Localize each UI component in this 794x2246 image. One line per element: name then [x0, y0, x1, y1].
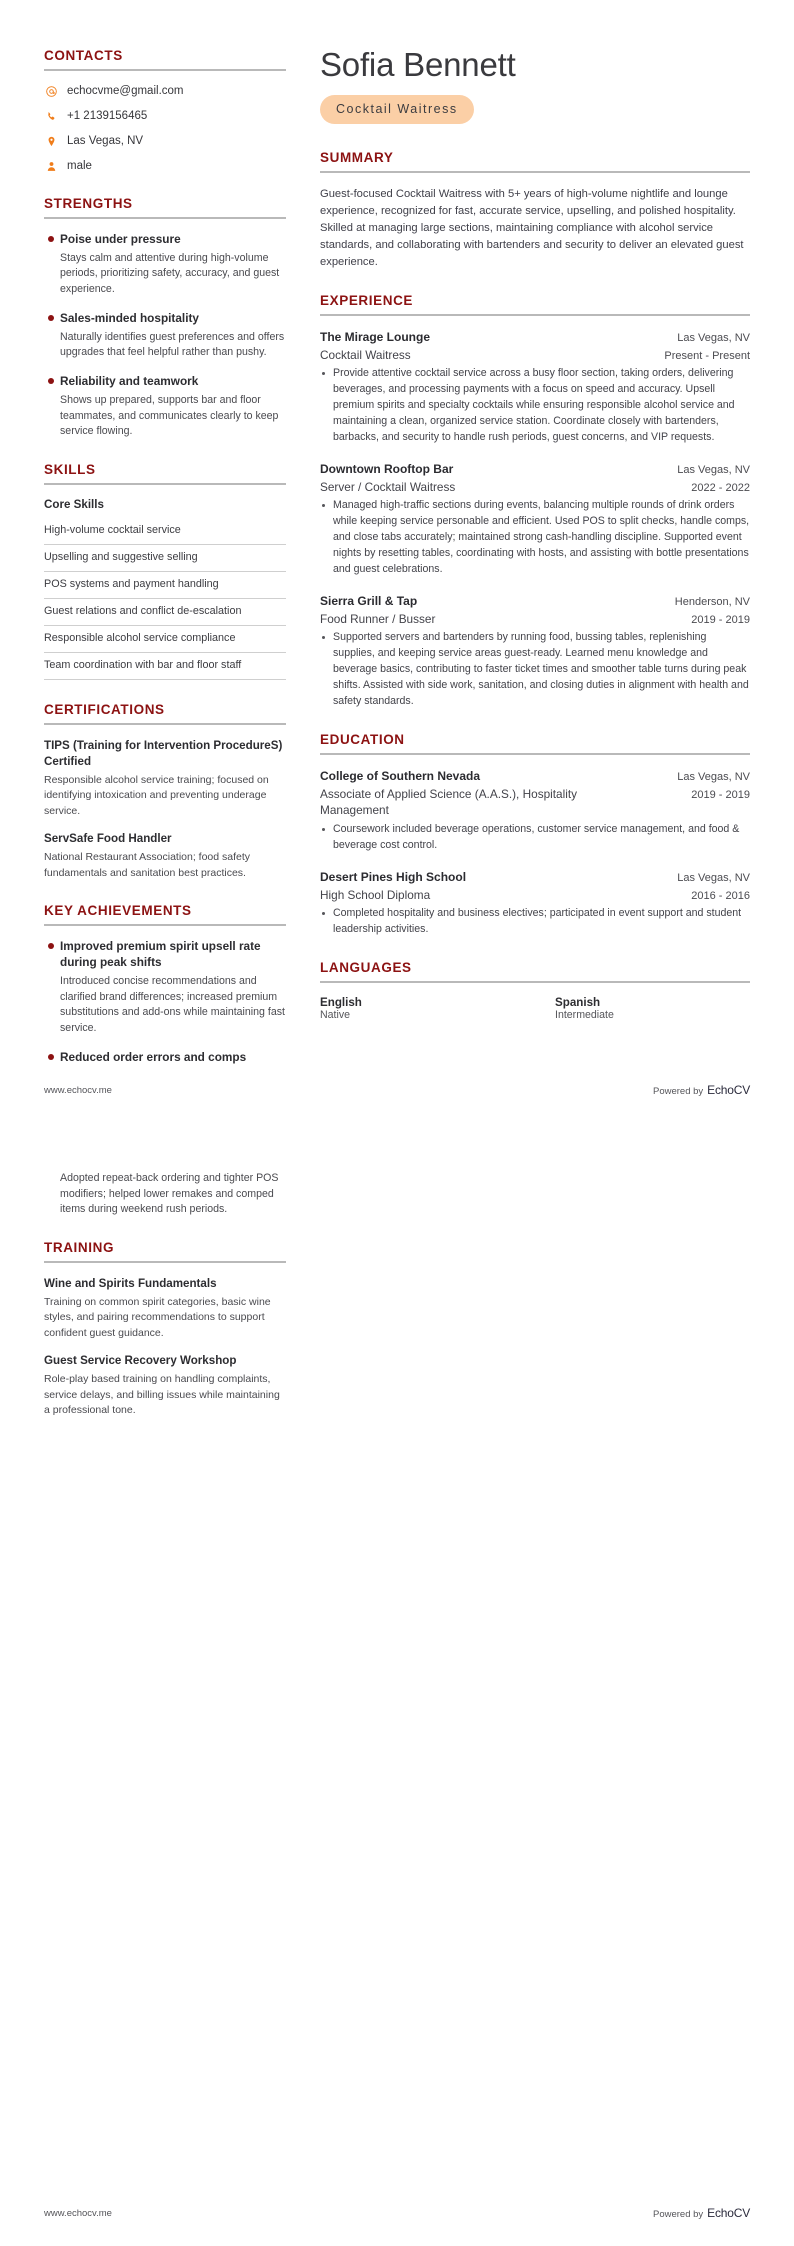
section-divider — [44, 924, 286, 926]
language-item — [320, 996, 515, 1021]
education-org: Desert Pines High School — [320, 869, 467, 884]
footer-brand-name: EchoCV — [707, 1083, 750, 1097]
section-divider — [44, 723, 286, 725]
section-title-strengths: STRENGTHS — [44, 195, 133, 211]
section-key-achievements-continued — [44, 1171, 286, 1218]
experience-role: Food Runner / Busser — [320, 611, 436, 626]
section-contacts — [44, 48, 286, 174]
education-entry — [320, 869, 750, 938]
education-location: Las Vegas, NV — [677, 770, 750, 783]
certification-desc: National Restaurant Association; food safety fundamentals and sanitation best practices. — [44, 850, 251, 879]
achievement-item — [44, 1050, 286, 1069]
sidebar-continued — [44, 1171, 312, 1441]
language-level: Intermediate — [555, 1009, 614, 1022]
section-title-key-achievements: KEY ACHIEVEMENTS — [44, 903, 192, 919]
language-name: English — [320, 996, 362, 1010]
certification-name: TIPS (Training for Intervention ProcedureS) Certified — [44, 739, 283, 768]
strength-item — [44, 374, 286, 440]
skill-item: POS systems and payment handling — [44, 572, 286, 599]
experience-bullet: Provide attentive cocktail service across a busy floor section, taking orders, delivering beverages, and processing payments with a focus on speed and accuracy. Upsell premium spirits and specialty cocktails while ensuring responsible alcohol service and maintaining a clean, organized service station. Coordinate closely with bartenders, barbacks, and security to handle rush periods, guest concerns, and VIP requests. — [320, 366, 750, 445]
education-org: College of Southern Nevada — [320, 768, 481, 783]
experience-bullets — [320, 366, 750, 445]
experience-location: Henderson, NV — [674, 595, 750, 608]
skill-item: Upselling and suggestive selling — [44, 545, 286, 572]
bullet-dot-icon — [44, 232, 60, 298]
education-bullets — [320, 906, 750, 938]
section-divider — [320, 314, 750, 316]
contact-gender — [44, 159, 286, 174]
section-divider — [320, 753, 750, 755]
experience-role: Server / Cocktail Waitress — [320, 479, 456, 494]
bullet-dot-icon — [44, 1050, 60, 1069]
experience-bullets — [320, 498, 750, 577]
skills-group-title: Core Skills — [44, 497, 104, 511]
strength-item — [44, 232, 286, 298]
section-education — [320, 732, 750, 938]
section-title-experience: EXPERIENCE — [320, 292, 414, 308]
section-key-achievements — [44, 903, 286, 1068]
experience-bullet: Managed high-traffic sections during events, balancing multiple rounds of drink orders while keeping service personable and efficient. Used POS to split checks, handle comps, and close tabs accurately; maintained strong cash-handling discipline. Supported event nights by resetting tables, coordinating with hosts, and assisting with bottle presentations and guest celebrations. — [320, 498, 750, 577]
bullet-spacer — [44, 1171, 60, 1218]
experience-entry — [320, 593, 750, 710]
footer-powered-by-label: Powered by — [653, 2209, 704, 2220]
contact-email-value: echocvme@gmail.com — [67, 85, 184, 97]
strength-desc: Shows up prepared, supports bar and floor teammates, and communicates clearly to keep service flowing. — [60, 393, 279, 438]
training-desc: Role-play based training on handling complaints, service delays, and billing issues while maintaining a professional tone. — [44, 1373, 280, 1417]
footer-url[interactable]: www.echocv.me — [44, 2207, 112, 2219]
summary-text: Guest-focused Cocktail Waitress with 5+ years of high-volume nightlife and lounge experience, recognized for fast, accurate service, upselling, and polished hospitality. Skilled at managing large sections, maintaining compliance with alcohol service standards, and collaborating with bartenders and security to deliver an elevated guest experience. — [320, 187, 744, 268]
main-content — [312, 48, 750, 1090]
strength-title: Poise under pressure — [60, 231, 181, 246]
certification-desc: Responsible alcohol service training; focused on identifying intoxication and preventing underage service. — [44, 773, 269, 817]
education-location: Las Vegas, NV — [677, 871, 750, 884]
training-name: Wine and Spirits Fundamentals — [44, 1277, 217, 1291]
contact-phone-value: +1 2139156465 — [67, 109, 148, 122]
experience-org: The Mirage Lounge — [320, 329, 431, 344]
section-languages — [320, 960, 750, 1021]
section-title-certifications: CERTIFICATIONS — [44, 702, 165, 718]
bullet-dot-icon — [44, 939, 60, 1037]
language-name: Spanish — [555, 996, 601, 1010]
main-content-continued — [312, 1171, 750, 1441]
training-desc: Training on common spirit categories, basic wine styles, and pairing recommendations to support confident guest guidance. — [44, 1295, 271, 1339]
sidebar — [44, 48, 312, 1090]
experience-entry — [320, 461, 750, 578]
language-level: Native — [320, 1009, 351, 1022]
section-divider — [320, 981, 750, 983]
education-dates: 2019 - 2019 — [691, 788, 750, 801]
strength-title: Reliability and teamwork — [60, 373, 199, 388]
training-name: Guest Service Recovery Workshop — [44, 1354, 237, 1368]
section-title-training: TRAINING — [44, 1240, 115, 1256]
section-divider — [44, 1261, 286, 1263]
contact-gender-value: male — [67, 159, 92, 172]
strength-item — [44, 311, 286, 361]
education-bullets — [320, 822, 750, 854]
section-experience — [320, 293, 750, 710]
section-strengths — [44, 196, 286, 440]
education-bullet: Coursework included beverage operations, customer service management, and food & beverage cost control. — [320, 822, 750, 854]
education-degree: High School Diploma — [320, 887, 431, 902]
location-pin-icon — [44, 136, 58, 147]
training-item — [44, 1276, 286, 1341]
section-title-skills: SKILLS — [44, 461, 96, 477]
strength-desc: Naturally identifies guest preferences and offers upgrades that feel helpful rather than pushy. — [60, 330, 285, 359]
strength-title: Sales-minded hospitality — [60, 310, 199, 325]
achievement-title: Reduced order errors and comps — [60, 1049, 247, 1064]
education-entry — [320, 768, 750, 854]
experience-bullet: Supported servers and bartenders by running food, bussing tables, replenishing supplies, and keeping service areas guest-ready. Learned menu knowledge and beverage basics, contributing to faster ticket times and smoother table turns during peak shifts. Assisted with side work, sanitation, and closing duties in alignment with health and safety standards. — [320, 630, 750, 709]
experience-location: Las Vegas, NV — [677, 463, 750, 476]
section-divider — [44, 483, 286, 485]
person-icon — [44, 161, 58, 172]
section-title-languages: LANGUAGES — [320, 960, 412, 976]
training-item — [44, 1353, 286, 1418]
section-training — [44, 1240, 286, 1419]
experience-org: Sierra Grill & Tap — [320, 593, 418, 608]
skill-item: Responsible alcohol service compliance — [44, 626, 286, 653]
experience-bullets — [320, 630, 750, 709]
certification-item — [44, 831, 286, 881]
role-badge: Cocktail Waitress — [320, 95, 474, 124]
languages-list — [320, 996, 750, 1021]
contact-email[interactable] — [44, 84, 286, 99]
footer-powered-by-label: Powered by — [653, 1086, 704, 1097]
section-summary — [320, 150, 750, 271]
achievement-desc: Adopted repeat-back ordering and tighter POS modifiers; helped lower remakes and comped items during weekend rush periods. — [60, 1172, 279, 1216]
education-degree: Associate of Applied Science (A.A.S.), Hospitality Management — [320, 786, 578, 818]
section-title-contacts: CONTACTS — [44, 48, 123, 63]
strength-desc: Stays calm and attentive during high-volume periods, prioritizing safety, accuracy, and guest experience. — [60, 251, 280, 296]
bullet-dot-icon — [44, 311, 60, 361]
section-certifications — [44, 702, 286, 881]
phone-icon — [44, 111, 58, 122]
experience-dates: 2022 - 2022 — [691, 481, 750, 494]
footer-brand — [653, 1083, 750, 1097]
experience-location: Las Vegas, NV — [677, 331, 750, 344]
experience-entry — [320, 329, 750, 446]
bullet-dot-icon — [44, 374, 60, 440]
education-bullet: Completed hospitality and business electives; participated in event support and student leadership activities. — [320, 906, 750, 938]
section-divider — [44, 217, 286, 219]
section-title-summary: SUMMARY — [320, 149, 394, 165]
contact-location — [44, 134, 286, 149]
page-footer — [44, 2206, 750, 2220]
achievement-item — [44, 939, 286, 1037]
certification-name: ServSafe Food Handler — [44, 832, 172, 846]
section-divider — [44, 69, 286, 71]
certification-item — [44, 738, 286, 819]
skill-item: Team coordination with bar and floor staff — [44, 653, 286, 680]
language-item — [555, 996, 750, 1021]
experience-dates: 2019 - 2019 — [691, 613, 750, 626]
section-title-education: EDUCATION — [320, 731, 405, 747]
page-title: Sofia Bennett — [320, 46, 516, 83]
skill-item: Guest relations and conflict de-escalation — [44, 599, 286, 626]
contact-phone[interactable] — [44, 109, 286, 124]
education-dates: 2016 - 2016 — [691, 889, 750, 902]
experience-org: Downtown Rooftop Bar — [320, 461, 454, 476]
achievement-desc: Introduced concise recommendations and clarified brand differences; increased premium substitutions and add-ons while maintaining fast service. — [60, 974, 285, 1034]
section-divider — [320, 171, 750, 173]
footer-brand — [653, 2206, 750, 2220]
email-icon — [44, 86, 58, 97]
section-skills — [44, 462, 286, 680]
achievement-item-continued — [44, 1171, 286, 1218]
footer-url[interactable]: www.echocv.me — [44, 1084, 112, 1096]
resume-page-2 — [0, 1123, 794, 2246]
experience-role: Cocktail Waitress — [320, 347, 411, 362]
experience-dates: Present - Present — [664, 349, 750, 362]
achievement-title: Improved premium spirit upsell rate during peak shifts — [60, 939, 261, 969]
page-footer — [44, 1083, 750, 1097]
footer-brand-name: EchoCV — [707, 2206, 750, 2220]
skill-item: High-volume cocktail service — [44, 518, 286, 545]
contact-location-value: Las Vegas, NV — [67, 134, 144, 147]
